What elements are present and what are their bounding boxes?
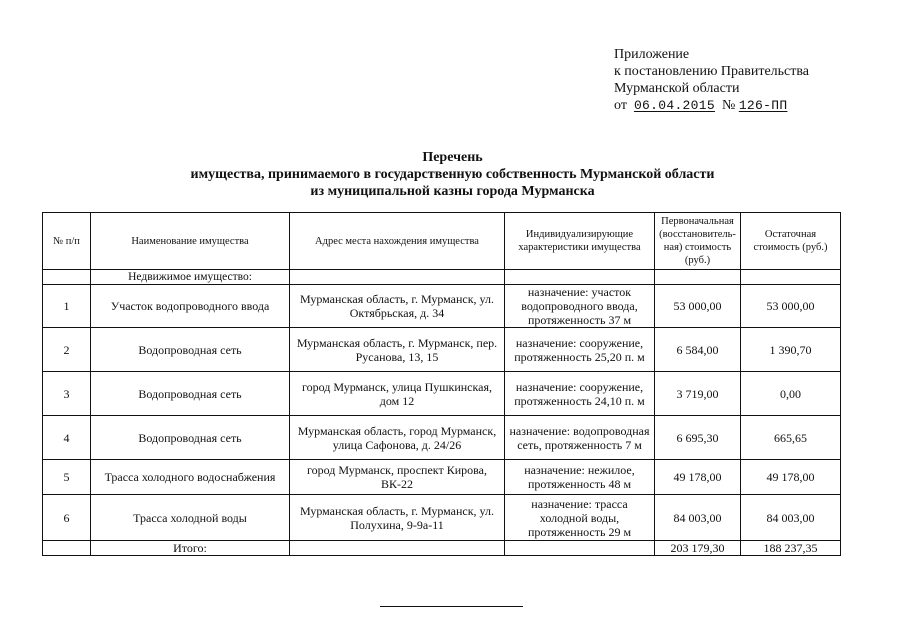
section-empty-cell	[655, 270, 741, 285]
appendix-date: 06.04.2015	[633, 98, 715, 113]
table-header-row	[43, 213, 841, 270]
property-table	[42, 212, 841, 556]
section-empty-cell	[505, 270, 655, 285]
appendix-line-3: Мурманской области	[614, 81, 740, 96]
row-number: 5	[43, 460, 91, 495]
section-empty-cell	[290, 270, 505, 285]
table-row	[43, 372, 841, 416]
row-name: Трасса холодного водоснабжения	[91, 460, 290, 495]
row-number: 4	[43, 416, 91, 460]
row-name: Водопроводная сеть	[91, 328, 290, 372]
header-number: № п/п	[43, 213, 91, 270]
appendix-date-line	[614, 97, 809, 114]
total-empty-cell	[43, 541, 91, 556]
row-initial-cost: 49 178,00	[655, 460, 741, 495]
row-address: город Мурманск, улица Пушкинская, дом 12	[290, 372, 505, 416]
header-address: Адрес места нахождения имущества	[290, 213, 505, 270]
row-name: Водопроводная сеть	[91, 416, 290, 460]
appendix-block	[614, 46, 809, 114]
row-characteristics: назначение: сооружение, протяженность 24,10 п. м	[505, 372, 655, 416]
row-address: Мурманская область, г. Мурманск, пер. Русанова, 13, 15	[290, 328, 505, 372]
section-label: Недвижимое имущество:	[91, 270, 290, 285]
row-characteristics: назначение: трасса холодной воды, протяженность 29 м	[505, 495, 655, 541]
header-characteristics: Индивидуализирующие характеристики имущества	[505, 213, 655, 270]
document-title	[0, 149, 905, 200]
total-empty-cell	[505, 541, 655, 556]
row-address: Мурманская область, г. Мурманск, ул. Полухина, 9-9а-11	[290, 495, 505, 541]
row-initial-cost: 53 000,00	[655, 285, 741, 328]
row-initial-cost: 84 003,00	[655, 495, 741, 541]
row-name: Участок водопроводного ввода	[91, 285, 290, 328]
total-residual-cost: 188 237,35	[741, 541, 841, 556]
title-line-3: из муниципальной казны города Мурманска	[310, 184, 595, 199]
title-line-2: имущества, принимаемого в государственную собственность Мурманской области	[190, 167, 715, 182]
row-characteristics: назначение: водопроводная сеть, протяженность 7 м	[505, 416, 655, 460]
appendix-line-2: к постановлению Правительства	[614, 64, 810, 79]
row-number: 3	[43, 372, 91, 416]
header-name: Наименование имущества	[91, 213, 290, 270]
total-label: Итого:	[91, 541, 290, 556]
row-address: город Мурманск, проспект Кирова, ВК-22	[290, 460, 505, 495]
appendix-prefix-from: от	[614, 98, 627, 113]
header-initial-cost: Первоначальная (восстановитель-ная) стоимость (руб.)	[655, 213, 741, 270]
table-row	[43, 328, 841, 372]
row-initial-cost: 6 584,00	[655, 328, 741, 372]
section-row	[43, 270, 841, 285]
row-residual-cost: 665,65	[741, 416, 841, 460]
table-row	[43, 285, 841, 328]
header-residual-cost: Остаточная стоимость (руб.)	[741, 213, 841, 270]
table-row	[43, 416, 841, 460]
section-empty-cell	[741, 270, 841, 285]
row-number: 6	[43, 495, 91, 541]
appendix-number: 126-ПП	[738, 98, 788, 113]
row-residual-cost: 53 000,00	[741, 285, 841, 328]
row-residual-cost: 1 390,70	[741, 328, 841, 372]
row-address: Мурманская область, г. Мурманск, ул. Октябрьская, д. 34	[290, 285, 505, 328]
total-empty-cell	[290, 541, 505, 556]
row-residual-cost: 0,00	[741, 372, 841, 416]
table-row	[43, 495, 841, 541]
total-initial-cost: 203 179,30	[655, 541, 741, 556]
row-characteristics: назначение: участок водопроводного ввода, протяженность 37 м	[505, 285, 655, 328]
row-characteristics: назначение: нежилое, протяженность 48 м	[505, 460, 655, 495]
closing-divider	[380, 606, 523, 607]
total-row	[43, 541, 841, 556]
row-name: Трасса холодной воды	[91, 495, 290, 541]
row-initial-cost: 3 719,00	[655, 372, 741, 416]
row-name: Водопроводная сеть	[91, 372, 290, 416]
row-address: Мурманская область, город Мурманск, улица Сафонова, д. 24/26	[290, 416, 505, 460]
appendix-number-label: №	[721, 98, 736, 113]
row-number: 2	[43, 328, 91, 372]
section-empty-cell	[43, 270, 91, 285]
table-row	[43, 460, 841, 495]
row-initial-cost: 6 695,30	[655, 416, 741, 460]
row-number: 1	[43, 285, 91, 328]
row-residual-cost: 84 003,00	[741, 495, 841, 541]
row-characteristics: назначение: сооружение, протяженность 25,20 п. м	[505, 328, 655, 372]
title-line-1: Перечень	[422, 150, 483, 165]
row-residual-cost: 49 178,00	[741, 460, 841, 495]
appendix-line-1: Приложение	[614, 47, 690, 62]
